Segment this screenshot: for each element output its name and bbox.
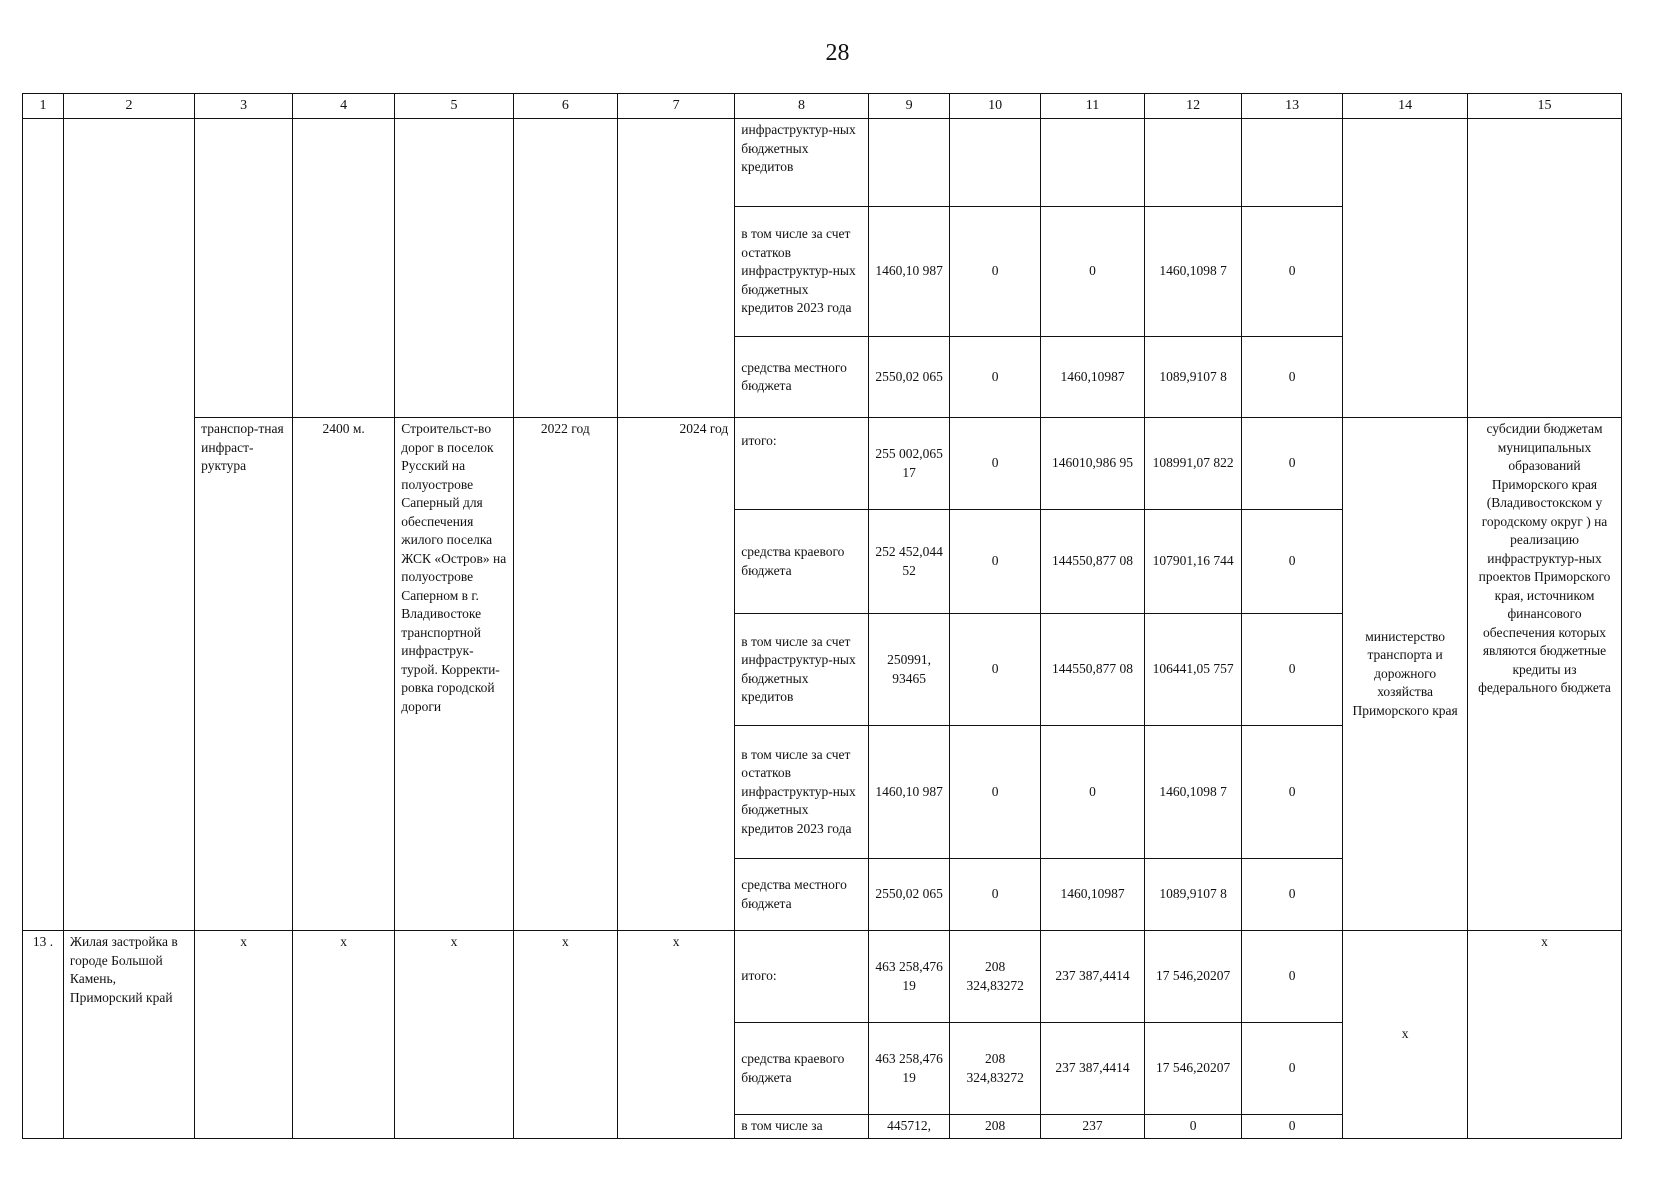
value-col13: 0 [1242, 614, 1343, 726]
value-col11: 146010,986 95 [1040, 418, 1144, 510]
value-col9: 1460,10 987 [868, 726, 950, 859]
cell-col4 [293, 119, 395, 418]
value-col9: 463 258,476 19 [868, 1023, 950, 1115]
table-row [23, 418, 1622, 510]
cell-col5 [395, 119, 513, 418]
header-cell: 14 [1343, 94, 1468, 119]
funding-source-label: в том числе за счет остатков инфраструктур-ных бюджетных кредитов 2023 года [735, 207, 868, 337]
header-cell: 11 [1040, 94, 1144, 119]
value-col12: 1460,1098 7 [1145, 207, 1242, 337]
value-col10: 0 [950, 418, 1040, 510]
header-row [23, 94, 1622, 119]
cell-col1 [23, 119, 64, 931]
funding-source-label: средства краевого бюджета [735, 1023, 868, 1115]
cell-col3 [195, 119, 293, 418]
value-col13: 0 [1242, 207, 1343, 337]
cell-col6 [513, 119, 617, 418]
funding-source-label: средства местного бюджета [735, 337, 868, 418]
value-col13: 0 [1242, 931, 1343, 1023]
header-cell: 15 [1468, 94, 1622, 119]
value-col12 [1145, 119, 1242, 207]
value-col12: 107901,16 744 [1145, 510, 1242, 614]
value-col9: 2550,02 065 [868, 337, 950, 418]
table-row [23, 931, 1622, 1023]
funding-source-label: в том числе за [735, 1115, 868, 1139]
value-col10: 0 [950, 614, 1040, 726]
budget-table [22, 93, 1622, 1139]
funding-source-label: средства краевого бюджета [735, 510, 868, 614]
value-col11 [1040, 119, 1144, 207]
object-title: Жилая застройка в городе Большой Камень, Приморский край [63, 931, 194, 1139]
value-col12: 1089,9107 8 [1145, 859, 1242, 931]
funding-description: субсидии бюджетам муниципальных образований Приморского края (Владивостокском у городскому округ ) на реализацию инфраструктур-ных проектов Приморского края, источником финансового обеспечения которых являются бюджетные кредиты из федерального бюджета [1468, 418, 1622, 931]
value-col13: 0 [1242, 418, 1343, 510]
table-row [23, 119, 1622, 207]
value-col11: 1460,10987 [1040, 337, 1144, 418]
value-col9: 2550,02 065 [868, 859, 950, 931]
funding-description: х [1468, 931, 1622, 1139]
value-col12: 0 [1145, 1115, 1242, 1139]
start-year: 2022 год [513, 418, 617, 931]
start-year: х [513, 931, 617, 1139]
responsible-authority: х [1343, 931, 1468, 1139]
header-cell: 1 [23, 94, 64, 119]
object-name: Строительст-во дорог в поселок Русский на полуострове Саперный для обеспечения жилого поселка ЖСК «Остров» на полуострове Саперном в г. Владивостоке транспортной инфраструк-турой. Корректи-ровка городской дороги [395, 418, 513, 931]
value-col10: 208 324,83272 [950, 1023, 1040, 1115]
value-col12: 17 546,20207 [1145, 931, 1242, 1023]
funding-source-label: итого: [735, 418, 868, 510]
value-col12: 106441,05 757 [1145, 614, 1242, 726]
header-cell: 4 [293, 94, 395, 119]
value-col13: 0 [1242, 1115, 1343, 1139]
cell-col14 [1343, 119, 1468, 418]
value-col9 [868, 119, 950, 207]
header-cell: 5 [395, 94, 513, 119]
value-col10: 0 [950, 510, 1040, 614]
header-cell: 3 [195, 94, 293, 119]
funding-source-label: в том числе за счет инфраструктур-ных бюджетных кредитов [735, 614, 868, 726]
responsible-authority: министерство транспорта и дорожного хозяйства Приморского края [1343, 418, 1468, 931]
row-number: 13 . [23, 931, 64, 1139]
object-type: транспор-тная инфраст-руктура [195, 418, 293, 931]
value-col13: 0 [1242, 510, 1343, 614]
value-col11: 237 387,4414 [1040, 1023, 1144, 1115]
header-cell: 6 [513, 94, 617, 119]
value-col13: 0 [1242, 1023, 1343, 1115]
funding-source-label: средства местного бюджета [735, 859, 868, 931]
object-type: х [195, 931, 293, 1139]
value-col10: 0 [950, 337, 1040, 418]
value-col9: 255 002,065 17 [868, 418, 950, 510]
value-col10 [950, 119, 1040, 207]
capacity: х [293, 931, 395, 1139]
object-name: х [395, 931, 513, 1139]
cell-col15 [1468, 119, 1622, 418]
funding-source-label: в том числе за счет остатков инфраструктур-ных бюджетных кредитов 2023 года [735, 726, 868, 859]
cell-col7 [618, 119, 735, 418]
value-col12: 1460,1098 7 [1145, 726, 1242, 859]
value-col10: 0 [950, 859, 1040, 931]
value-col13 [1242, 119, 1343, 207]
page-number: 28 [825, 40, 850, 66]
value-col10: 208 324,83272 [950, 931, 1040, 1023]
value-col13: 0 [1242, 859, 1343, 931]
value-col10: 0 [950, 207, 1040, 337]
funding-source-label: итого: [735, 931, 868, 1023]
value-col11: 237 [1040, 1115, 1144, 1139]
value-col11: 0 [1040, 726, 1144, 859]
funding-source-label: инфраструктур-ных бюджетных кредитов [735, 119, 868, 207]
value-col11: 1460,10987 [1040, 859, 1144, 931]
header-cell: 2 [63, 94, 194, 119]
value-col13: 0 [1242, 726, 1343, 859]
value-col11: 0 [1040, 207, 1144, 337]
value-col9: 445712, [868, 1115, 950, 1139]
value-col11: 144550,877 08 [1040, 510, 1144, 614]
value-col13: 0 [1242, 337, 1343, 418]
capacity: 2400 м. [293, 418, 395, 931]
header-cell: 9 [868, 94, 950, 119]
value-col12: 108991,07 822 [1145, 418, 1242, 510]
value-col11: 144550,877 08 [1040, 614, 1144, 726]
cell-col2 [63, 119, 194, 931]
end-year: х [618, 931, 735, 1139]
value-col11: 237 387,4414 [1040, 931, 1144, 1023]
value-col9: 1460,10 987 [868, 207, 950, 337]
header-cell: 7 [618, 94, 735, 119]
value-col9: 252 452,044 52 [868, 510, 950, 614]
value-col9: 250991, 93465 [868, 614, 950, 726]
header-cell: 13 [1242, 94, 1343, 119]
header-cell: 10 [950, 94, 1040, 119]
header-cell: 8 [735, 94, 868, 119]
value-col10: 0 [950, 726, 1040, 859]
header-cell: 12 [1145, 94, 1242, 119]
value-col9: 463 258,476 19 [868, 931, 950, 1023]
value-col12: 17 546,20207 [1145, 1023, 1242, 1115]
value-col10: 208 [950, 1115, 1040, 1139]
end-year: 2024 год [618, 418, 735, 931]
value-col12: 1089,9107 8 [1145, 337, 1242, 418]
